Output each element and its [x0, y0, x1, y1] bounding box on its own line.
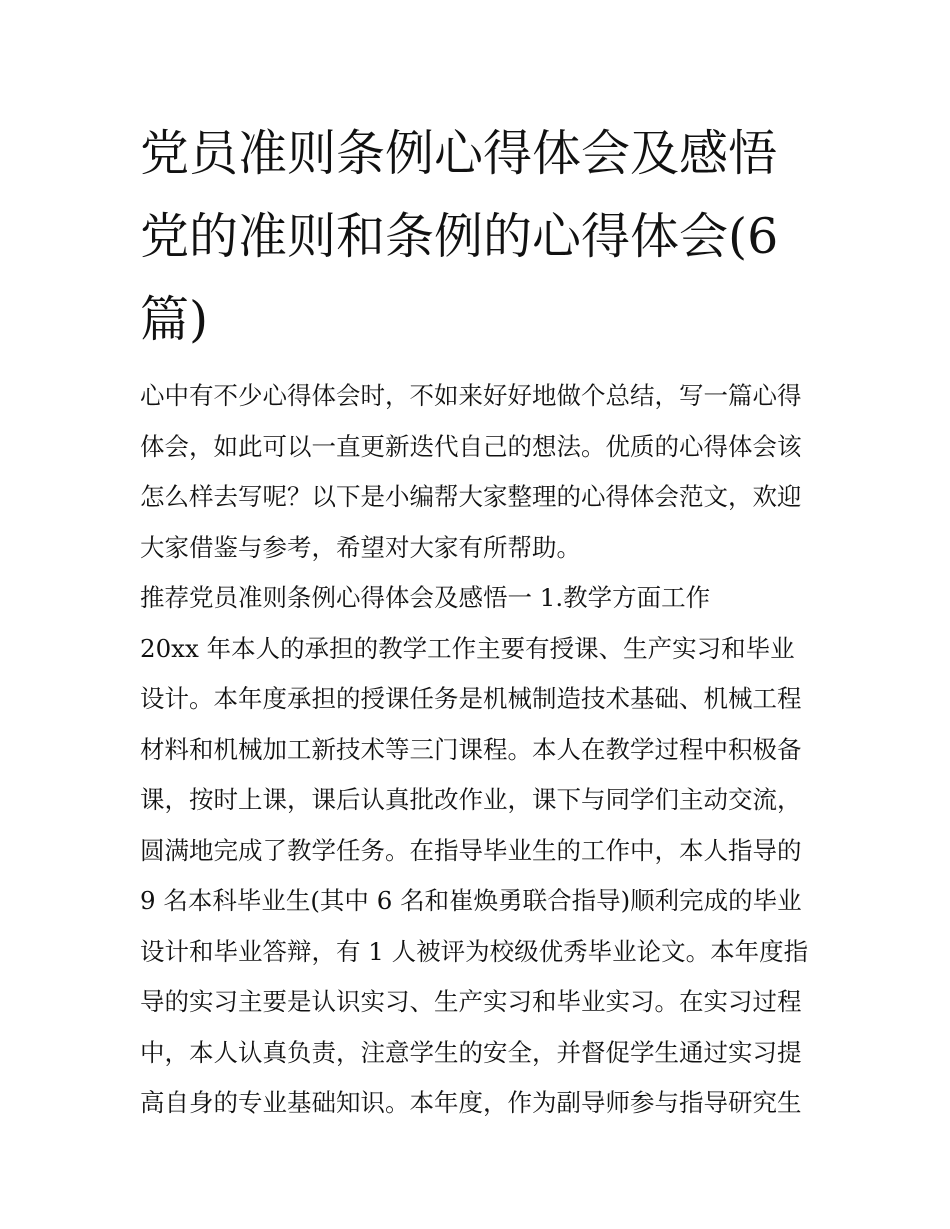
intro-paragraph: 心中有不少心得体会时，不如来好好地做个总结，写一篇心得体会，如此可以一直更新迭代自己的想法。优质的心得体会该怎么样去写呢？以下是小编帮大家整理的心得体会范文，欢迎大家借鉴与参考，希望对大家有所帮助。 [140, 381, 802, 562]
body-paragraph: 20xx 年本人的承担的教学工作主要有授课、生产实习和毕业设计。本年度承担的授课任务是机械制造技术基础、机械工程材料和机械加工新技术等三门课程。本人在教学过程中积极备课，按时上课，课后认真批改作业，课下与同学们主动交流，圆满地完成了教学任务。在指导毕业生的工作中，本人指导的 9 名本科毕业生(其中 6 名和崔焕勇联合指导)顺利完成的毕业设计和毕业答辩，有 1 人被评为校级优秀毕业论文。本年度指导的实习主要是认识实习、生产实习和毕业实习。在实习过程中，本人认真负责，注意学生的安全，并督促学生通过实习提高自身的专业基础知识。本年度，作为副导师参与指导研究生 [140, 633, 809, 1117]
document-title: 党员准则条例心得体会及感悟党的准则和条例的心得体会(6篇) [140, 125, 779, 348]
section-heading: 推荐党员准则条例心得体会及感悟一 1.教学方面工作 [140, 583, 711, 612]
document-body [140, 371, 812, 1129]
document-page [140, 112, 812, 1129]
